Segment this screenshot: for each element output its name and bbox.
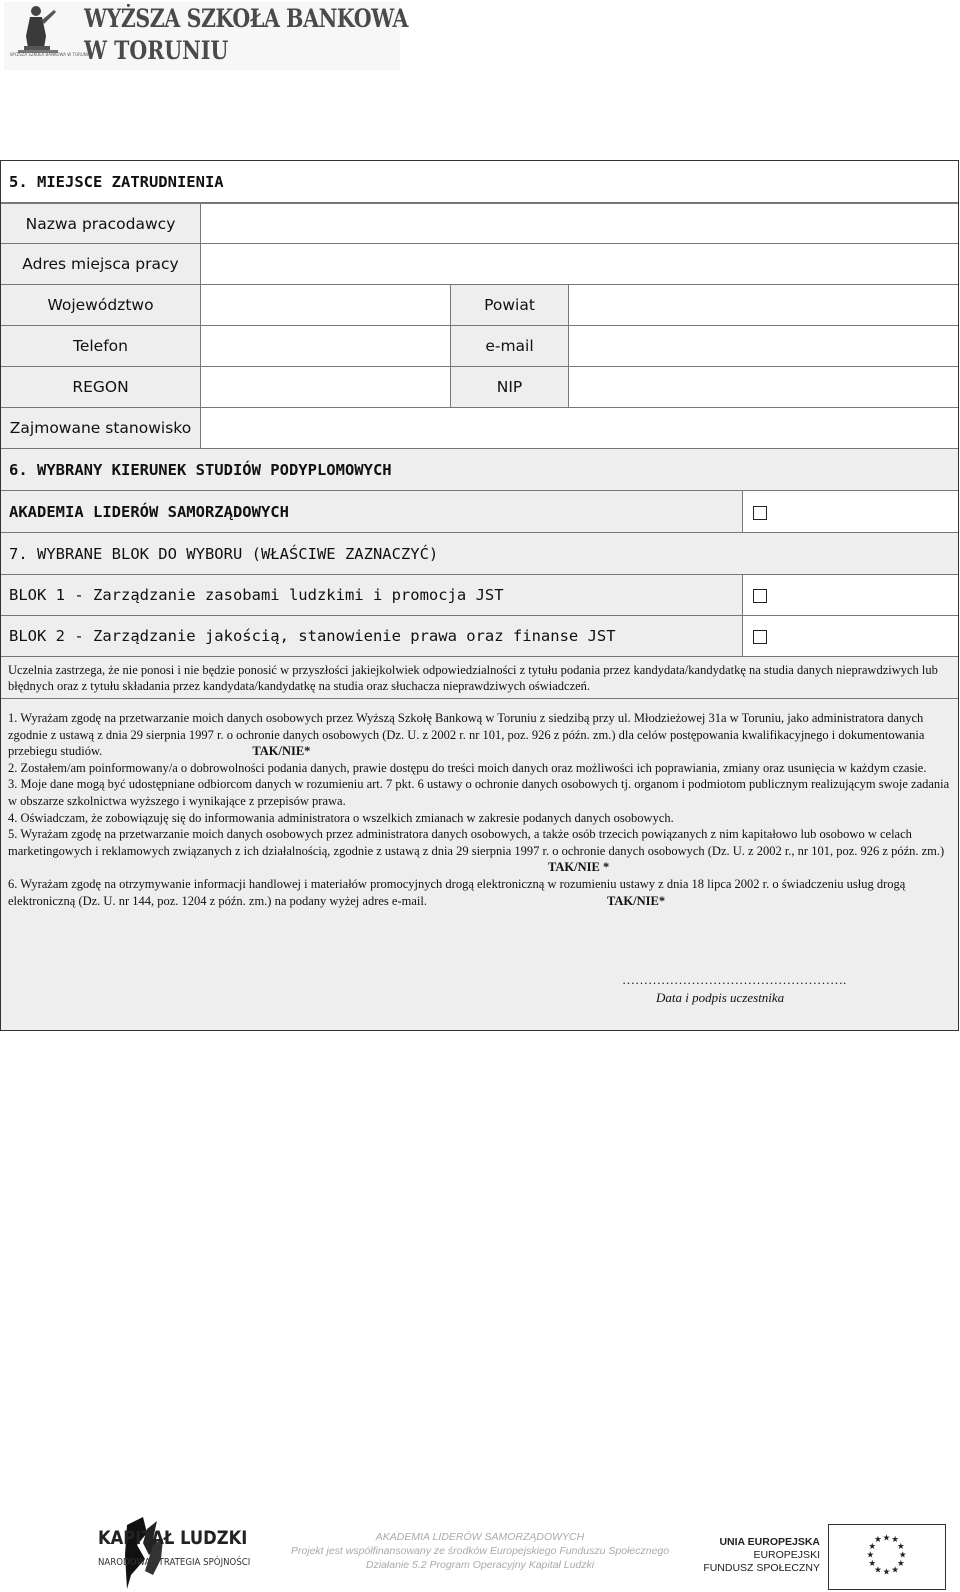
consent-1-choice[interactable]: TAK/NIE* — [252, 744, 311, 759]
kapital-ludzki-subtitle: NARODOWA STRATEGIA SPÓJNOŚCI — [98, 1557, 251, 1568]
consent-item — [8, 876, 952, 909]
email-label: e-mail — [451, 326, 569, 366]
project-note-line1: AKADEMIA LIDERÓW SAMORZĄDOWYCH — [375, 1531, 585, 1543]
regon-field[interactable] — [201, 367, 451, 407]
eu-text — [700, 1536, 820, 1575]
regon-label: REGON — [1, 367, 201, 407]
position-label: Zajmowane stanowisko — [1, 408, 201, 448]
disclaimer-text: Uczelnia zastrzega, że nie ponosi i nie będzie ponosić w przyszłości jakiejkolwiek odpowiedzialności z tytułu podania przez kandydata/kandydatkę na studia danych nieprawdziwych lub błędnych oraz z tytułu składania przez kandydata/kandydatkę na studia oraz słuchacza nieprawdziwych oświadczeń. — [8, 663, 938, 694]
consent-item — [8, 710, 952, 760]
position-field[interactable] — [201, 408, 958, 448]
phone-row — [1, 326, 958, 367]
consents-list — [8, 710, 952, 909]
section-6-title: 6. WYBRANY KIERUNEK STUDIÓW PODYPLOMOWYCH — [1, 449, 958, 491]
university-logo — [4, 2, 409, 70]
svg-text:★: ★ — [897, 1559, 905, 1570]
logo-title-line1: WYŻSZA SZKOŁA BANKOWA — [84, 4, 409, 33]
position-row — [1, 408, 958, 449]
signature-line[interactable]: ……………………………………………. — [622, 972, 847, 987]
voivodeship-row — [1, 285, 958, 326]
regon-row — [1, 367, 958, 408]
address-label: Adres miejsca pracy — [1, 244, 201, 284]
project-note-line2: Projekt jest współfinansowany ze środków Europejskiego Funduszu Społecznego — [290, 1545, 670, 1557]
svg-text:★: ★ — [882, 1567, 891, 1578]
consent-6-text: 6. Wyrażam zgodę na otrzymywanie informacji handlowej i materiałów promocyjnych drogą elektroniczną w rozumieniu ustawy z dnia 18 lipca 2002 r. o świadczeniu usług drogą elektroniczną (Dz. U. nr 144, poz. 1204 z późn. zm.) na podany wyżej adres e-mail. — [8, 876, 906, 908]
consent-item: 2. Zostałem/am poinformowany/a o dobrowolności podania danych, prawie dostępu do treści moich danych oraz możliwości ich poprawiania, zmiany oraz usunięcia w każdym czasie. — [8, 760, 927, 775]
kapital-ludzki-title: KAPITAŁ LUDZKI — [98, 1527, 248, 1549]
block2-row — [1, 616, 958, 657]
address-row — [1, 244, 958, 285]
program-checkbox[interactable] — [753, 506, 767, 520]
svg-text:★: ★ — [891, 1535, 899, 1546]
project-note — [280, 1530, 680, 1572]
phone-field[interactable] — [201, 326, 451, 366]
eu-line1: UNIA EUROPEJSKA — [719, 1536, 820, 1548]
county-field[interactable] — [569, 285, 958, 325]
logo-title-line2: W TORUNIU — [84, 36, 229, 65]
nip-field[interactable] — [569, 367, 958, 407]
svg-text:★: ★ — [891, 1565, 899, 1576]
email-field[interactable] — [569, 326, 958, 366]
svg-text:★: ★ — [866, 1550, 875, 1561]
logo-caption: WYŻSZA SZKOŁA BANKOWA W TORUNIU — [10, 52, 91, 57]
program-checkbox-cell — [743, 491, 958, 532]
voivodeship-field[interactable] — [201, 285, 451, 325]
program-label: AKADEMIA LIDERÓW SAMORZĄDOWYCH — [1, 491, 743, 532]
svg-text:★: ★ — [882, 1533, 891, 1544]
section-7-title: 7. WYBRANE BLOK DO WYBORU (WŁAŚCIWE ZAZNACZYĆ) — [1, 533, 958, 575]
phone-label: Telefon — [1, 326, 201, 366]
block1-checkbox-cell — [743, 575, 958, 615]
project-note-line3: Działanie 5.2 Program Operacyjny Kapitał Ludzki — [365, 1559, 595, 1571]
employer-label: Nazwa pracodawcy — [1, 204, 201, 243]
svg-text:★: ★ — [898, 1550, 907, 1561]
eu-flag — [828, 1524, 946, 1590]
employer-row — [1, 203, 958, 244]
block1-label: BLOK 1 - Zarządzanie zasobami ludzkimi i promocja JST — [1, 575, 743, 615]
section-5-title: 5. MIEJSCE ZATRUDNIENIA — [1, 161, 958, 203]
block1-checkbox[interactable] — [753, 589, 767, 603]
svg-text:★: ★ — [897, 1541, 905, 1552]
consent-5-text: 5. Wyrażam zgodę na przetwarzanie moich danych osobowych przez administratora danych osobowych, a także osób trzecich powiązanych z nim kapitałowo lub osobowo w celach marketingowych i reklamowych związanych z ich działalnością, zgodnie z ustawą z dnia 29 sierpnia 1997 r. o ochronie danych osobowych (Dz. U. z 2002 r., nr 101, poz. 926 z późn. zm.) — [8, 827, 945, 858]
block2-label: BLOK 2 - Zarządzanie jakością, stanowienie prawa oraz finanse JST — [1, 616, 743, 656]
eu-line3: FUNDUSZ SPOŁECZNY — [703, 1562, 820, 1574]
employer-field[interactable] — [201, 204, 958, 243]
consent-5-choice[interactable]: TAK/NIE * — [548, 860, 610, 875]
consent-6-choice[interactable]: TAK/NIE* — [606, 893, 666, 908]
svg-text:★: ★ — [874, 1535, 882, 1546]
signature-label: Data i podpis uczestnika — [656, 990, 785, 1005]
address-field[interactable] — [201, 244, 958, 284]
eu-stars-icon — [829, 1525, 944, 1588]
block2-checkbox-cell — [743, 616, 958, 656]
svg-text:★: ★ — [868, 1559, 877, 1570]
svg-text:★: ★ — [874, 1565, 882, 1576]
svg-text:★: ★ — [868, 1541, 877, 1552]
copernicus-figure-icon — [4, 2, 74, 70]
consent-1-text: 1. Wyrażam zgodę na przetwarzanie moich danych osobowych przez Wyższą Szkołę Bankową w Toruniu z siedzibą przy ul. Młodzieżowej 31a w Toruniu, jako administratora danych zgodnie z ustawą z dnia 29 sierpnia 1997 r. o ochronie danych osobowych (Dz. U. z 2002 r. nr 101, poz. 926 z późn. zm.) dla celów postępowania kwalifikacyjnego i dokumentowania przebiegu studiów. — [8, 711, 925, 759]
block2-checkbox[interactable] — [753, 630, 767, 644]
program-row — [1, 491, 958, 533]
eu-line2: EUROPEJSKI — [753, 1549, 820, 1561]
county-label: Powiat — [451, 285, 569, 325]
block1-row — [1, 575, 958, 616]
consent-item: 4. Oświadczam, że zobowiązuję się do informowania administratora o wszelkich zmianach w zakresie podanych danych osobowych. — [8, 810, 674, 825]
consent-item: 3. Moje dane mogą być udostępniane odbiorcom danych w rozumieniu art. 7 pkt. 6 ustawy o ochronie danych osobowych tj. organom i podmiotom publicznym realizującym swoje zadania w obszarze szkolnictwa wyższego i wynikające z przepisów prawa. — [8, 777, 950, 808]
nip-label: NIP — [451, 367, 569, 407]
consent-item — [8, 826, 952, 876]
voivodeship-label: Województwo — [1, 285, 201, 325]
